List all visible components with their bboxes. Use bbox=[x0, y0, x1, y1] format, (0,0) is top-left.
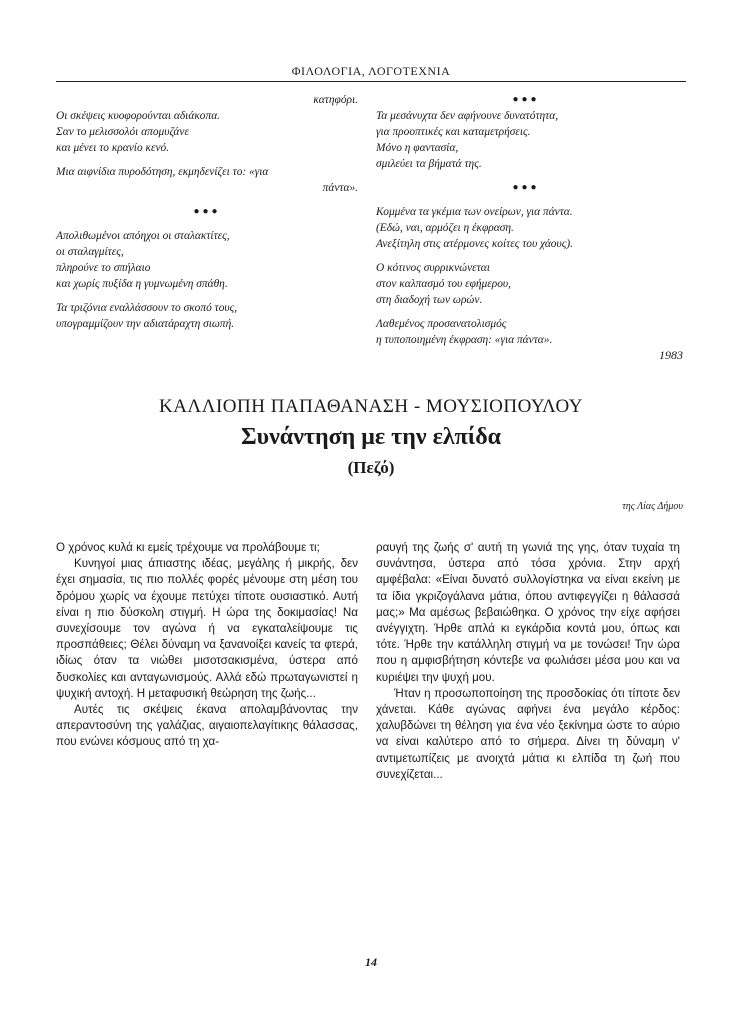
poem-line: Ανεξίτηλη στις ατέρμονες κοίτες του χάους). bbox=[376, 238, 573, 250]
poem-line: Μια αιφνίδια πυροδότηση, εκμηδενίζει το: «για bbox=[56, 166, 269, 178]
poem-line: Κομμένα τα γκέμια των ονείρων, για πάντα. bbox=[376, 206, 573, 218]
poem-line: και μένει το κρανίο κενό. bbox=[56, 142, 170, 154]
poem-line: Απολιθωμένοι απόηχοι οι σταλακτίτες, bbox=[56, 230, 230, 242]
poem-line: και χωρίς πυξίδα η γυμνωμένη σπάθη. bbox=[56, 278, 228, 290]
header-rule bbox=[56, 81, 686, 82]
article-paragraph: ραυγή της ζωής σ' αυτή τη γωνιά της γης, όταν τυχαία τη συνάντησα, ύστερα από τόσα χρόνια. Στην αρχή αμφέβαλα: «Είναι δυνατό συλλογίστηκα να είναι εκείνη με τα ίδια γκριζογάλανα μάτια, όπου αντιφεγγίζει η θάλασσά μας;» Μα αμέσως βεβαιώθηκα. Ο χρόνος την είχε αφήσει ανέγγιχτη. Ήρθε απλά κι εγκάρδια κοντά μου, όπως και τότε. Ήρθε την κατάλληλη στιγμή να με τονώσει! Την ώρα που η αμφισβήτηση κόντεβε να φωλιάσει μέσα μου και να κυριέψει την ψυχή μου. bbox=[376, 541, 680, 684]
article-left-column bbox=[56, 540, 358, 751]
poem-line: οι σταλαγμίτες, bbox=[56, 246, 124, 258]
stanza-separator: ●●● bbox=[512, 182, 540, 193]
article-title: Συνάντηση με την ελπίδα bbox=[240, 424, 502, 450]
poem-line: Τα μεσάνυχτα δεν αφήνουνε δυνατότητα, bbox=[376, 110, 559, 122]
poem-line: υπογραμμίζουν την αδιατάραχτη σιωπή. bbox=[56, 318, 235, 330]
poem-line: Τα τριζόνια εναλλάσσουν το σκοπό τους, bbox=[56, 302, 238, 314]
stanza-separator: ●●● bbox=[193, 206, 221, 217]
poem-line: Ο κότινος συρρικνώνεται bbox=[376, 262, 490, 274]
poem-line: πληρούνε το σπήλαιο bbox=[56, 262, 151, 274]
article-subtitle: (Πεζό) bbox=[347, 458, 395, 477]
article-paragraph: Αυτές τις σκέψεις έκανα απολαμβάνοντας την απεραντοσύνη της γαλάζιας, αιγαιοπελαγίτικης θάλασσας, που ενώνει κόσμους από τη χα- bbox=[56, 703, 358, 749]
article-paragraph: Ο χρόνος κυλά κι εμείς τρέχουμε να προλάβουμε τι; bbox=[56, 541, 320, 554]
poem-line: (Εδώ, ναι, αρμόζει η έκφραση. bbox=[376, 222, 514, 234]
poem-left-column bbox=[56, 92, 358, 332]
article-paragraph: Κυνηγοί μιας άπιαστης ιδέας, μεγάλης ή μικρής, δεν έχει σημασία, τις πιο πολλές φορές μένουμε στη μέση του δρόμου χωρίς να έχουμε πετύχει τίποτε ουσιαστικό. Αυτή είναι η πιο δύσκολη στιγμή. Η ώρα της δοκιμασίας! Να συνεχίσουμε τον αγώνα ή να εγκαταλείψουμε τις προσπάθειες; Θέλει δύναμη να ξανανοίξει κανείς τα φτερά, ιδίως όταν τα νιώθει μισοτσακισμένα, ύστερα από δυσκολίες και ανταγωνισμούς. Αλλά εδώ πρωταγωνιστεί η ψυχική αντοχή. Η μεταφυσική θεώρηση της ζωής... bbox=[56, 557, 358, 700]
poem-line: σμιλεύει τα βήματά της. bbox=[376, 158, 482, 170]
poem-year: 1983 bbox=[659, 348, 683, 362]
article-right-column bbox=[376, 540, 680, 783]
article-author: ΚΑΛΛΙΟΠΗ ΠΑΠΑΘΑΝΑΣΗ - ΜΟΥΣΙΟΠΟΥΛΟΥ bbox=[158, 396, 583, 417]
article-paragraph: Ήταν η προσωποποίηση της προσδοκίας ότι τίποτε δεν χάνεται. Κάθε αγώνας αφήνει ένα μεγάλο κέρδος: χαλυβδώνει τη θέληση για ένα νέο ξεκίνημα ώστε το αύριο να είναι καλύτερο από το σήμερα. Δίνει τη δύναμη ν' αντιμετωπίζεις με ανοιχτά μάτια κι ελπίδα τη ζωή που συνεχίζεται... bbox=[376, 686, 680, 781]
poem-right-column bbox=[376, 92, 676, 348]
poem-line: Οι σκέψεις κυοφορούνται αδιάκοπα. bbox=[56, 110, 221, 122]
poem-line: Σαν το μελισσολόι απομυζάνε bbox=[56, 126, 189, 138]
article-dedication: της Λίας Δήμου bbox=[622, 501, 683, 512]
running-header: ΦΙΛΟΛΟΓΙΑ, ΛΟΓΟΤΕΧΝΙΑ bbox=[291, 64, 451, 78]
page-number: 14 bbox=[365, 955, 377, 969]
poem-line: Μόνο η φαντασία, bbox=[376, 142, 459, 154]
poem-line: η τυποποιημένη έκφραση: «για πάντα». bbox=[376, 334, 553, 346]
stanza-separator: ●●● bbox=[512, 94, 540, 105]
poem-line: στον καλπασμό του εφήμερου, bbox=[376, 278, 511, 290]
poem-line: στη διαδοχή των ωρών. bbox=[376, 294, 483, 306]
poem-line: κατηφόρι. bbox=[313, 94, 358, 106]
poem-line: Λαθεμένος προσανατολισμός bbox=[376, 318, 507, 330]
poem-line: πάντα». bbox=[322, 182, 358, 194]
poem-line: για προοπτικές και καταμετρήσεις. bbox=[376, 126, 531, 138]
